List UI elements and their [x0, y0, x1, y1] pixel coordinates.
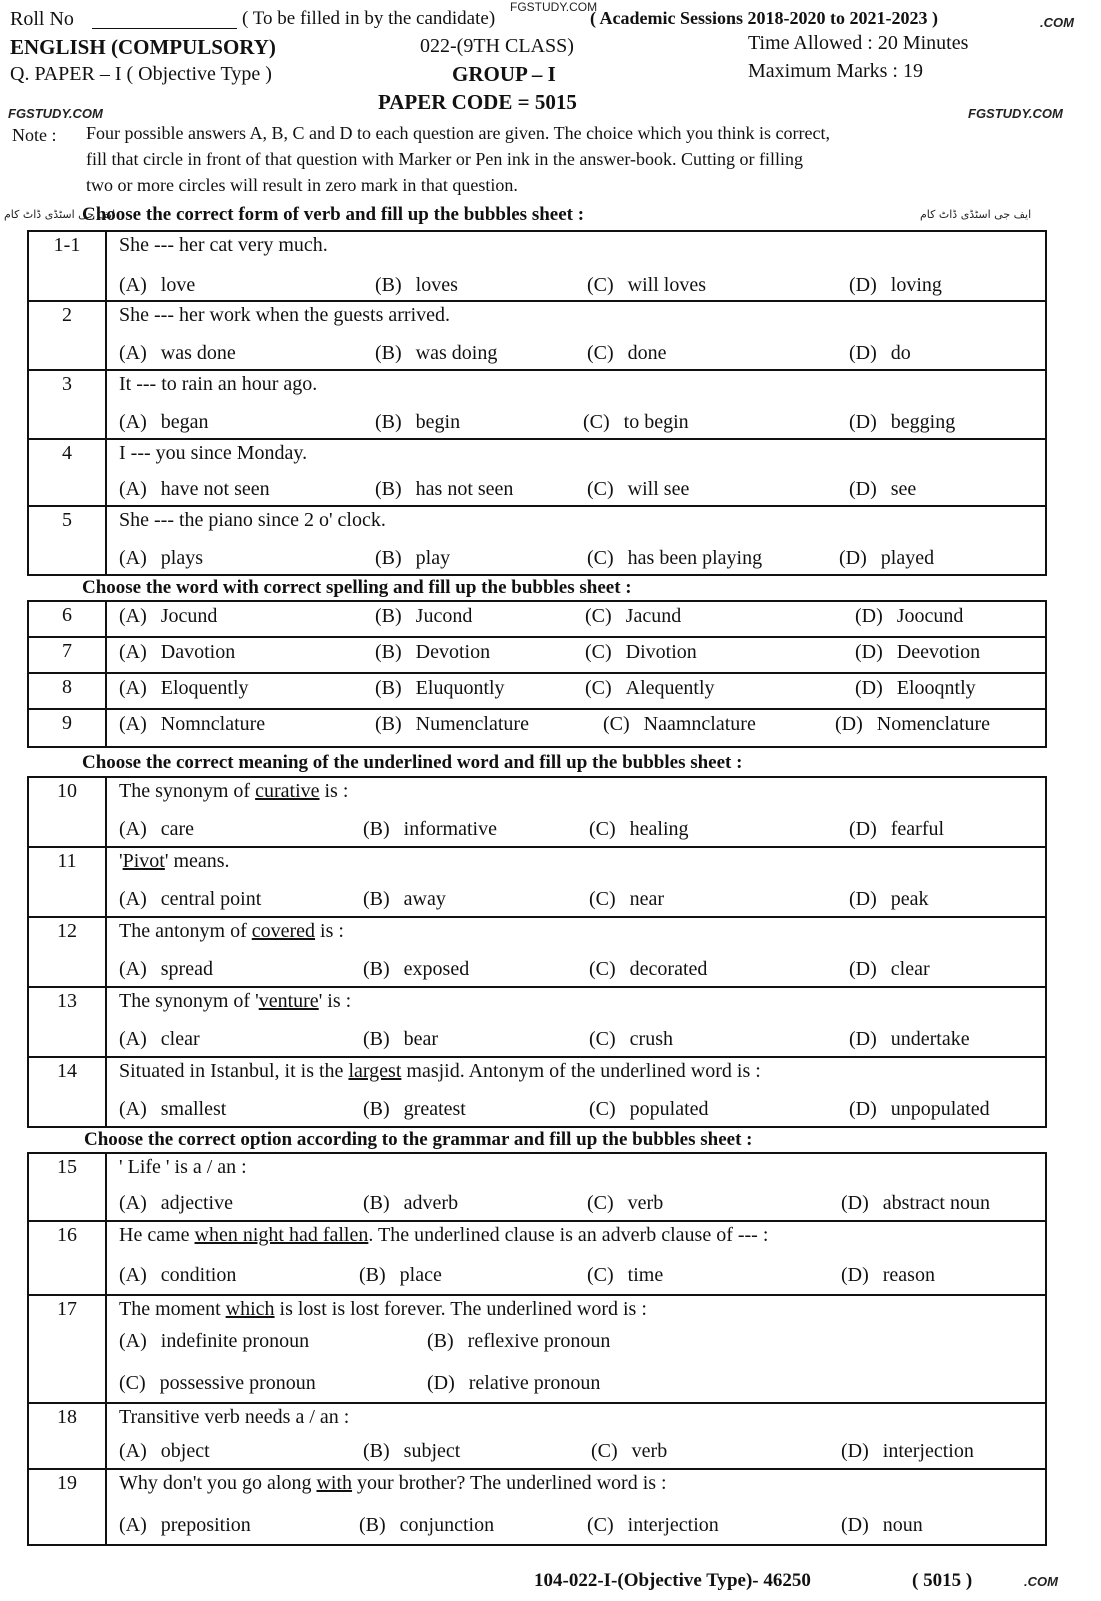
section-title-verbs: Choose the correct form of verb and fill up the bubbles sheet :: [82, 204, 585, 225]
question-body: [106, 673, 1046, 709]
section-title-meaning: Choose the correct meaning of the underlined word and fill up the bubbles sheet :: [82, 752, 743, 773]
question-body: [106, 987, 1046, 1057]
question-stem: She --- her cat very much.: [119, 234, 328, 256]
question-number: 8: [28, 673, 106, 709]
urdu-watermark: ایف جی اسٹڈی ڈاٹ کام: [4, 208, 116, 221]
question-stem: ' Life ' is a / an :: [119, 1156, 247, 1178]
option-d[interactable]: (D) reason: [841, 1264, 935, 1286]
option-b[interactable]: (B) reflexive pronoun: [427, 1330, 611, 1352]
option-a[interactable]: (A) adjective: [119, 1192, 233, 1214]
spelling-questions-table: [27, 600, 1047, 748]
watermark-right: FGSTUDY.COM: [968, 106, 1063, 121]
option-b[interactable]: (B) informative: [363, 818, 497, 840]
question-row: [28, 601, 1046, 637]
question-row: [28, 1153, 1046, 1221]
option-c[interactable]: (C) done: [587, 342, 667, 364]
option-b[interactable]: (B) greatest: [363, 1098, 466, 1120]
question-stem: He came when night had fallen. The underlined clause is an adverb clause of --- :: [119, 1224, 769, 1246]
question-number: 18: [28, 1403, 106, 1469]
watermark-top: FGSTUDY.COM: [510, 0, 598, 14]
option-b[interactable]: (B) was doing: [375, 342, 498, 364]
option-c[interactable]: (C) time: [587, 1264, 664, 1286]
time-allowed: Time Allowed : 20 Minutes: [748, 32, 969, 54]
question-body: [106, 601, 1046, 637]
option-c[interactable]: (C) Divotion: [585, 641, 697, 663]
question-number: 6: [28, 601, 106, 637]
option-b[interactable]: (B) exposed: [363, 958, 470, 980]
option-d[interactable]: (D) clear: [849, 958, 930, 980]
meaning-questions-table: [27, 776, 1047, 1128]
option-a[interactable]: (A) plays: [119, 547, 203, 569]
option-d[interactable]: (D) Joocund: [855, 605, 964, 627]
note-line-2: fill that circle in front of that question with Marker or Pen ink in the answer-book. Cutting or filling: [86, 149, 803, 169]
option-d[interactable]: (D) Deevotion: [855, 641, 981, 663]
question-body: [106, 1057, 1046, 1127]
question-stem: Transitive verb needs a / an :: [119, 1406, 350, 1428]
option-a[interactable]: (A) object: [119, 1440, 210, 1462]
footer-watermark: .COM: [1024, 1574, 1058, 1589]
note-line-3: two or more circles will result in zero mark in that question.: [86, 175, 518, 195]
option-b[interactable]: (B) away: [363, 888, 446, 910]
question-body: [106, 1403, 1046, 1469]
option-c[interactable]: (C) crush: [589, 1028, 673, 1050]
question-number: 13: [28, 987, 106, 1057]
question-number: 5: [28, 506, 106, 575]
option-c[interactable]: (C) has been playing: [587, 547, 763, 569]
question-row: [28, 1057, 1046, 1127]
watermark-left: FGSTUDY.COM: [8, 106, 103, 121]
question-body: [106, 637, 1046, 673]
option-c[interactable]: (C) verb: [591, 1440, 668, 1462]
question-body: [106, 847, 1046, 917]
option-d[interactable]: (D) noun: [841, 1514, 923, 1536]
option-d[interactable]: (D) loving: [849, 274, 942, 296]
option-b[interactable]: (B) play: [375, 547, 451, 569]
option-a[interactable]: (A) Davotion: [119, 641, 236, 663]
option-a[interactable]: (A) condition: [119, 1264, 237, 1286]
question-row: [28, 917, 1046, 987]
watermark-com: .COM: [1040, 15, 1074, 30]
question-stem: The synonym of 'venture' is :: [119, 990, 352, 1012]
option-c[interactable]: (C) populated: [589, 1098, 709, 1120]
option-c[interactable]: (C) near: [589, 888, 665, 910]
option-a[interactable]: (A) clear: [119, 1028, 200, 1050]
question-body: [106, 439, 1046, 506]
option-c[interactable]: (C) interjection: [587, 1514, 719, 1536]
class-code: 022-(9TH CLASS): [420, 35, 574, 57]
option-b[interactable]: (B) loves: [375, 274, 458, 296]
option-b[interactable]: (B) Eluquontly: [375, 677, 505, 699]
question-number: 7: [28, 637, 106, 673]
option-a[interactable]: (A) Nomnclature: [119, 713, 266, 735]
question-row: [28, 987, 1046, 1057]
question-stem: It --- to rain an hour ago.: [119, 373, 318, 395]
option-a[interactable]: (A) smallest: [119, 1098, 227, 1120]
option-c[interactable]: (C) healing: [589, 818, 689, 840]
academic-sessions: ( Academic Sessions 2018-2020 to 2021-2023 ): [590, 8, 938, 28]
question-stem: The antonym of covered is :: [119, 920, 344, 942]
option-a[interactable]: (A) preposition: [119, 1514, 251, 1536]
option-b[interactable]: (B) begin: [375, 411, 461, 433]
question-number: 14: [28, 1057, 106, 1127]
option-d[interactable]: (D) peak: [849, 888, 929, 910]
option-d[interactable]: (D) begging: [849, 411, 956, 433]
question-number: 9: [28, 709, 106, 747]
question-row: [28, 370, 1046, 439]
question-stem: Why don't you go along with your brother? The underlined word is :: [119, 1472, 667, 1494]
option-d[interactable]: (D) fearful: [849, 818, 945, 840]
option-c[interactable]: (C) possessive pronoun: [119, 1372, 316, 1394]
question-stem: 'Pivot' means.: [119, 850, 230, 872]
question-body: [106, 370, 1046, 439]
question-number: 19: [28, 1469, 106, 1545]
option-d[interactable]: (D) Nomenclature: [835, 713, 991, 735]
option-d[interactable]: (D) unpopulated: [849, 1098, 990, 1120]
grammar-questions-table: [27, 1152, 1047, 1546]
option-a[interactable]: (A) Eloquently: [119, 677, 249, 699]
question-row: [28, 1221, 1046, 1295]
section-title-grammar: Choose the correct option according to the grammar and fill up the bubbles sheet :: [84, 1129, 753, 1150]
verb-questions-table: [27, 230, 1047, 576]
option-d[interactable]: (D) Elooqntly: [855, 677, 976, 699]
question-number: 10: [28, 777, 106, 847]
paper-type: Q. PAPER – I ( Objective Type ): [10, 63, 272, 85]
option-c[interactable]: (C) Jacund: [585, 605, 682, 627]
roll-note: ( To be filled in by the candidate): [242, 8, 496, 29]
option-b[interactable]: (B) has not seen: [375, 478, 514, 500]
option-a[interactable]: (A) central point: [119, 888, 262, 910]
option-c[interactable]: (C) Alequently: [585, 677, 715, 699]
question-body: [106, 709, 1046, 747]
question-row: [28, 439, 1046, 506]
option-b[interactable]: (B) Numenclature: [375, 713, 529, 735]
question-body: [106, 301, 1046, 370]
option-a[interactable]: (A) indefinite pronoun: [119, 1330, 310, 1352]
question-body: [106, 1153, 1046, 1221]
question-number: 11: [28, 847, 106, 917]
option-a[interactable]: (A) have not seen: [119, 478, 270, 500]
option-b[interactable]: (B) Jucond: [375, 605, 473, 627]
note-label: Note :: [12, 125, 57, 145]
option-b[interactable]: (B) adverb: [363, 1192, 459, 1214]
option-a[interactable]: (A) began: [119, 411, 209, 433]
urdu-watermark: ایف جی اسٹڈی ڈاٹ کام: [920, 208, 1032, 221]
question-body: [106, 917, 1046, 987]
question-number: 15: [28, 1153, 106, 1221]
question-row: [28, 637, 1046, 673]
question-row: [28, 301, 1046, 370]
option-c[interactable]: (C) will loves: [587, 274, 707, 296]
option-b[interactable]: (B) conjunction: [359, 1514, 495, 1536]
question-stem: Situated in Istanbul, it is the largest masjid. Antonym of the underlined word is :: [119, 1060, 761, 1082]
option-d[interactable]: (D) interjection: [841, 1440, 974, 1462]
option-d[interactable]: (D) played: [839, 547, 935, 569]
question-stem: The moment which is lost is lost forever. The underlined word is :: [119, 1298, 647, 1320]
question-stem: I --- you since Monday.: [119, 442, 308, 464]
section-title-spelling: Choose the word with correct spelling and fill up the bubbles sheet :: [82, 577, 632, 598]
question-number: 1-1: [28, 231, 106, 301]
question-body: [106, 231, 1046, 301]
question-row: [28, 777, 1046, 847]
option-b[interactable]: (B) Devotion: [375, 641, 491, 663]
group-label: GROUP – I: [452, 62, 556, 86]
question-row: [28, 231, 1046, 301]
question-body: [106, 1295, 1046, 1403]
question-body: [106, 506, 1046, 575]
option-d[interactable]: (D) undertake: [849, 1028, 970, 1050]
note-line-1: Four possible answers A, B, C and D to each question are given. The choice which you think is correct,: [86, 123, 831, 143]
question-row: [28, 1403, 1046, 1469]
option-a[interactable]: (A) care: [119, 818, 195, 840]
question-body: [106, 1221, 1046, 1295]
question-number: 4: [28, 439, 106, 506]
subject-title: ENGLISH (COMPULSORY): [10, 35, 276, 59]
option-a[interactable]: (A) spread: [119, 958, 213, 980]
question-row: [28, 673, 1046, 709]
question-row: [28, 1469, 1046, 1545]
question-number: 3: [28, 370, 106, 439]
option-b[interactable]: (B) place: [359, 1264, 442, 1286]
roll-no-label: Roll No: [10, 8, 74, 30]
question-stem: The synonym of curative is :: [119, 780, 349, 802]
question-row: [28, 847, 1046, 917]
question-body: [106, 1469, 1046, 1545]
roll-no-blank[interactable]: [92, 28, 237, 29]
option-d[interactable]: (D) abstract noun: [841, 1192, 990, 1214]
option-a[interactable]: (A) Jocund: [119, 605, 218, 627]
footer-paper-code: ( 5015 ): [912, 1570, 973, 1591]
max-marks: Maximum Marks : 19: [748, 60, 923, 82]
option-d[interactable]: (D) relative pronoun: [427, 1372, 601, 1394]
option-c[interactable]: (C) decorated: [589, 958, 708, 980]
question-row: [28, 709, 1046, 747]
question-body: [106, 777, 1046, 847]
option-c[interactable]: (C) to begin: [583, 411, 689, 433]
question-stem: She --- her work when the guests arrived.: [119, 304, 451, 326]
option-d[interactable]: (D) do: [849, 342, 911, 364]
option-a[interactable]: (A) was done: [119, 342, 236, 364]
question-number: 16: [28, 1221, 106, 1295]
option-c[interactable]: (C) will see: [587, 478, 690, 500]
option-d[interactable]: (D) see: [849, 478, 917, 500]
question-stem: She --- the piano since 2 o' clock.: [119, 509, 386, 531]
option-c[interactable]: (C) Naamnclature: [603, 713, 756, 735]
footer-code-line: 104-022-I-(Objective Type)- 46250: [534, 1570, 811, 1591]
question-number: 12: [28, 917, 106, 987]
option-c[interactable]: (C) verb: [587, 1192, 664, 1214]
question-number: 2: [28, 301, 106, 370]
option-b[interactable]: (B) subject: [363, 1440, 461, 1462]
question-row: [28, 1295, 1046, 1403]
question-number: 17: [28, 1295, 106, 1403]
option-b[interactable]: (B) bear: [363, 1028, 439, 1050]
question-row: [28, 506, 1046, 575]
paper-code: PAPER CODE = 5015: [378, 90, 577, 114]
option-a[interactable]: (A) love: [119, 274, 196, 296]
